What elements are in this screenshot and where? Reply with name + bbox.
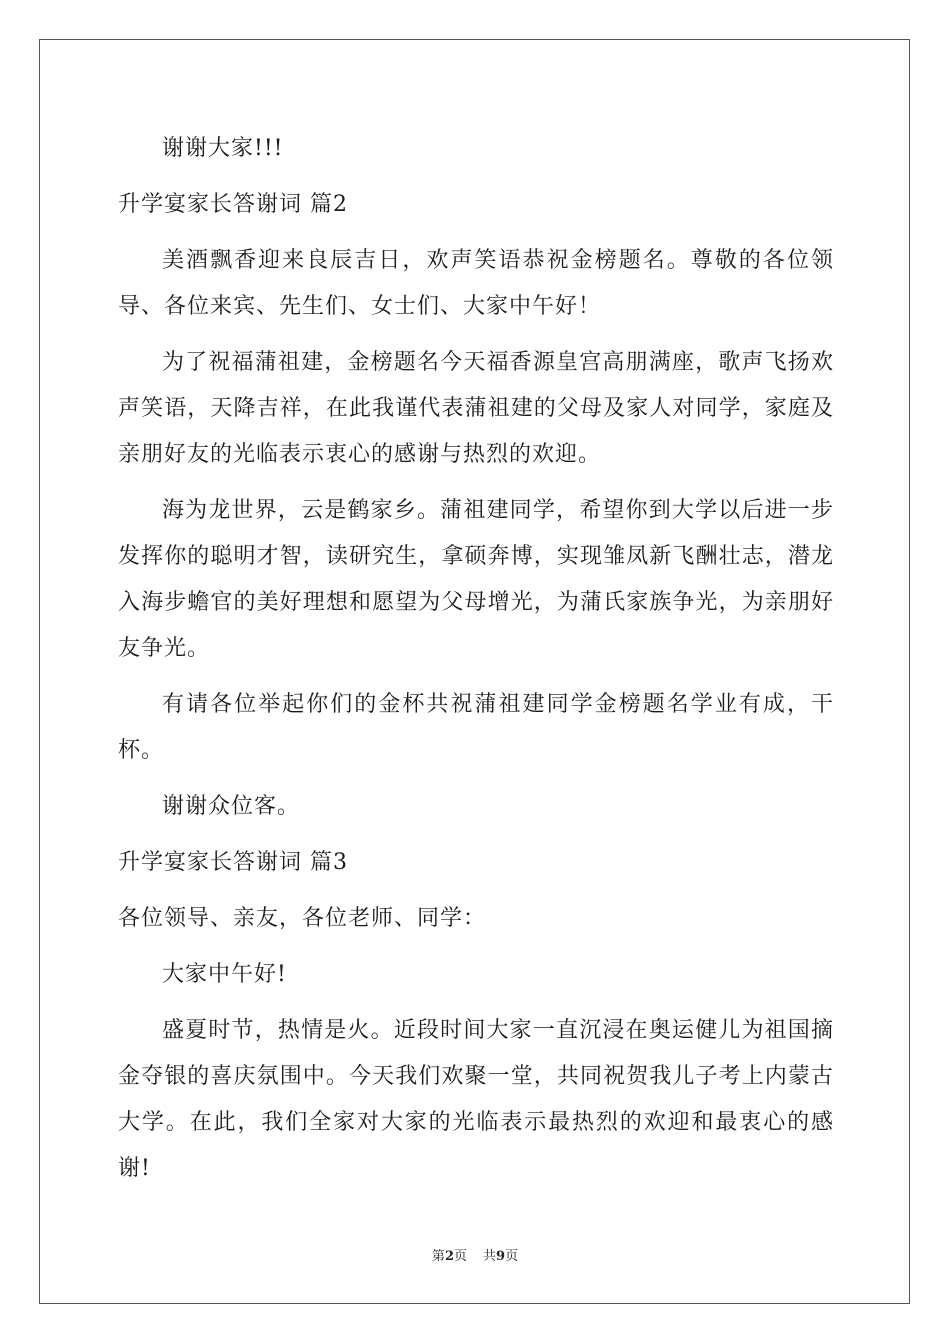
section-heading: 升学宴家长答谢词 篇3 (118, 850, 348, 875)
page-suffix: 页 (453, 1249, 467, 1264)
paragraph: 为了祝福蒲祖建，金榜题名今天福香源皇宫高朋满座，歌声飞扬欢声笑语，天降吉祥，在此我谨代表蒲祖建的父母及家人对同学，家庭及亲朋好友的光临表示衷心的感谢与热烈的欢迎。 (118, 350, 834, 467)
paragraph: 谢谢大家!!! (162, 136, 284, 161)
page-current: 2 (444, 1249, 454, 1264)
total-prefix: 共 (483, 1249, 497, 1264)
page-total: 9 (496, 1249, 506, 1264)
paragraph: 盛夏时节，热情是火。近段时间大家一直沉浸在奥运健儿为祖国摘金夺银的喜庆氛围中。今天我们欢聚一堂，共同祝贺我儿子考上内蒙古大学。在此，我们全家对大家的光临表示最热烈的欢迎和最衷心的感谢! (118, 1018, 834, 1181)
salutation: 各位领导、亲友，各位老师、同学： (118, 906, 487, 931)
document-body (118, 126, 834, 1202)
paragraph: 美酒飘香迎来良辰吉日，欢声笑语恭祝金榜题名。尊敬的各位领导、各位来宾、先生们、女士们、大家中午好！ (118, 248, 834, 319)
page-prefix: 第 (431, 1249, 445, 1264)
page-footer (0, 1245, 950, 1264)
section-heading: 升学宴家长答谢词 篇2 (118, 192, 348, 217)
total-suffix: 页 (505, 1249, 519, 1264)
paragraph: 大家中午好! (162, 962, 287, 987)
paragraph: 谢谢众位客。 (162, 794, 301, 819)
paragraph: 有请各位举起你们的金杯共祝蒲祖建同学金榜题名学业有成，干杯。 (118, 692, 834, 763)
paragraph: 海为龙世界，云是鹤家乡。蒲祖建同学，希望你到大学以后进一步发挥你的聪明才智，读研究生，拿硕奔博，实现雏凤新飞酬壮志，潜龙入海步蟾官的美好理想和愿望为父母增光，为蒲氏家族争光，为亲朋好友争光。 (118, 498, 834, 661)
